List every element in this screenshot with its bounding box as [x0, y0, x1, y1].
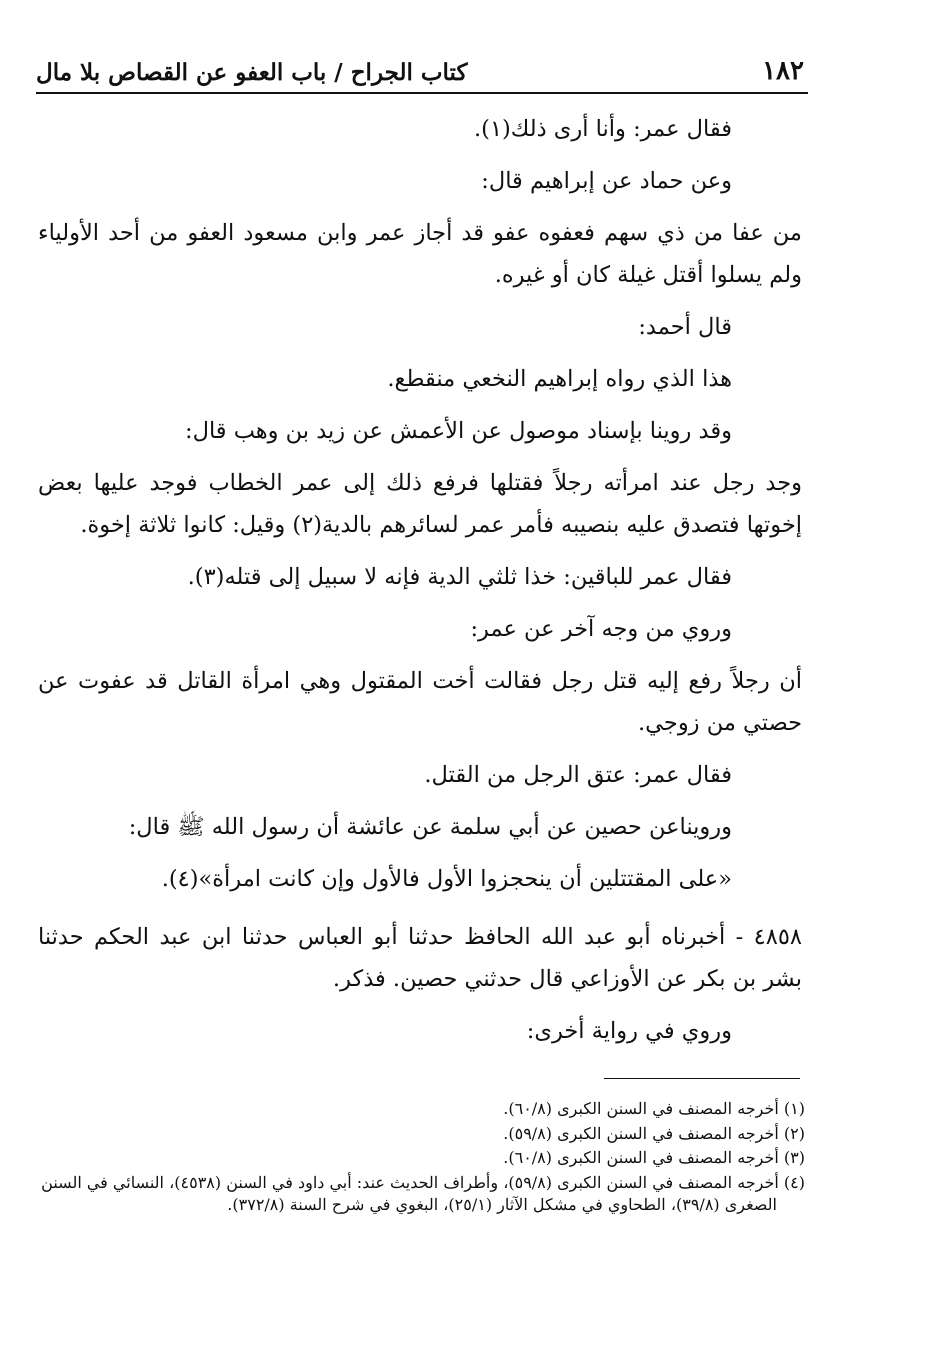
- footnote: (٣) أخرجه المصنف في السنن الكبرى (٦٠/٨).: [503, 1148, 805, 1167]
- running-title: كتاب الجراح / باب العفو عن القصاص بلا مال: [36, 59, 468, 86]
- hadith-paragraph: ٤٨٥٨ - أخبرناه أبو عبد الله الحافظ حدثنا أبو العباس حدثنا ابن عبد الحكم حدثنا بشر بن بكر عن الأوزاعي قال حدثني حصين. فذكر.: [38, 924, 802, 992]
- paragraph: ورويناعن حصين عن أبي سلمة عن عائشة أن رسول الله ﷺ قال:: [128, 814, 732, 840]
- paragraph: من عفا من ذي سهم فعفوه عفو قد أجاز عمر وابن مسعود العفو من أحد الأولياء ولم يسلوا أقتل غيلة كان أو غيره.: [38, 220, 802, 288]
- footnotes: [40, 1098, 805, 1217]
- footnote: (١) أخرجه المصنف في السنن الكبرى (٦٠/٨).: [503, 1099, 805, 1118]
- footnote: (٢) أخرجه المصنف في السنن الكبرى (٥٩/٨).: [503, 1123, 805, 1143]
- page-number: ١٨٢: [762, 56, 804, 86]
- paragraph: فقال عمر: وأنا أرى ذلك(١).: [474, 116, 732, 142]
- footnote: (٤) أخرجه المصنف في السنن الكبرى (٥٩/٨)، وأطراف الحديث عند: أبي داود في السنن (٤٥٣٨)، النسائي في السنن الصغرى (٣٩/٨)، الطحاوي في مشكل الآثار (٢٥/١)، البغوي في شرح السنة (٣٧٢/٨).: [41, 1172, 805, 1214]
- paragraph: وقد روينا بإسناد موصول عن الأعمش عن زيد بن وهب قال:: [185, 418, 732, 444]
- paragraph: فقال عمر للباقين: خذا ثلثي الدية فإنه لا سبيل إلى قتله(٣).: [187, 564, 732, 590]
- footnote-divider: [604, 1078, 800, 1079]
- paragraph: هذا الذي رواه إبراهيم النخعي منقطع.: [387, 366, 732, 392]
- paragraph: وجد رجل عند امرأته رجلاً فقتلها فرفع ذلك إلى عمر الخطاب فوجد عليها بعض إخوتها فتصدق عليه بنصيبه فأمر عمر لسائرهم بالدية(٢) وقيل: كانوا ثلاثة إخوة.: [38, 470, 802, 538]
- paragraph: أن رجلاً رفع إليه قتل رجل فقالت أخت المقتول وهي امرأة القاتل قد عفوت عن حصتي من زوجي.: [38, 668, 802, 736]
- paragraph: وروي من وجه آخر عن عمر:: [470, 616, 732, 642]
- paragraph: قال أحمد:: [638, 314, 732, 340]
- paragraph: وروي في رواية أخرى:: [526, 1018, 732, 1044]
- paragraph: وعن حماد عن إبراهيم قال:: [481, 168, 732, 194]
- paragraph: «على المقتتلين أن ينحجزوا الأول فالأول وإن كانت امرأة»(٤).: [161, 866, 732, 892]
- page-header: [36, 48, 808, 94]
- main-text: [38, 108, 802, 1052]
- paragraph: فقال عمر: عتق الرجل من القتل.: [424, 762, 732, 788]
